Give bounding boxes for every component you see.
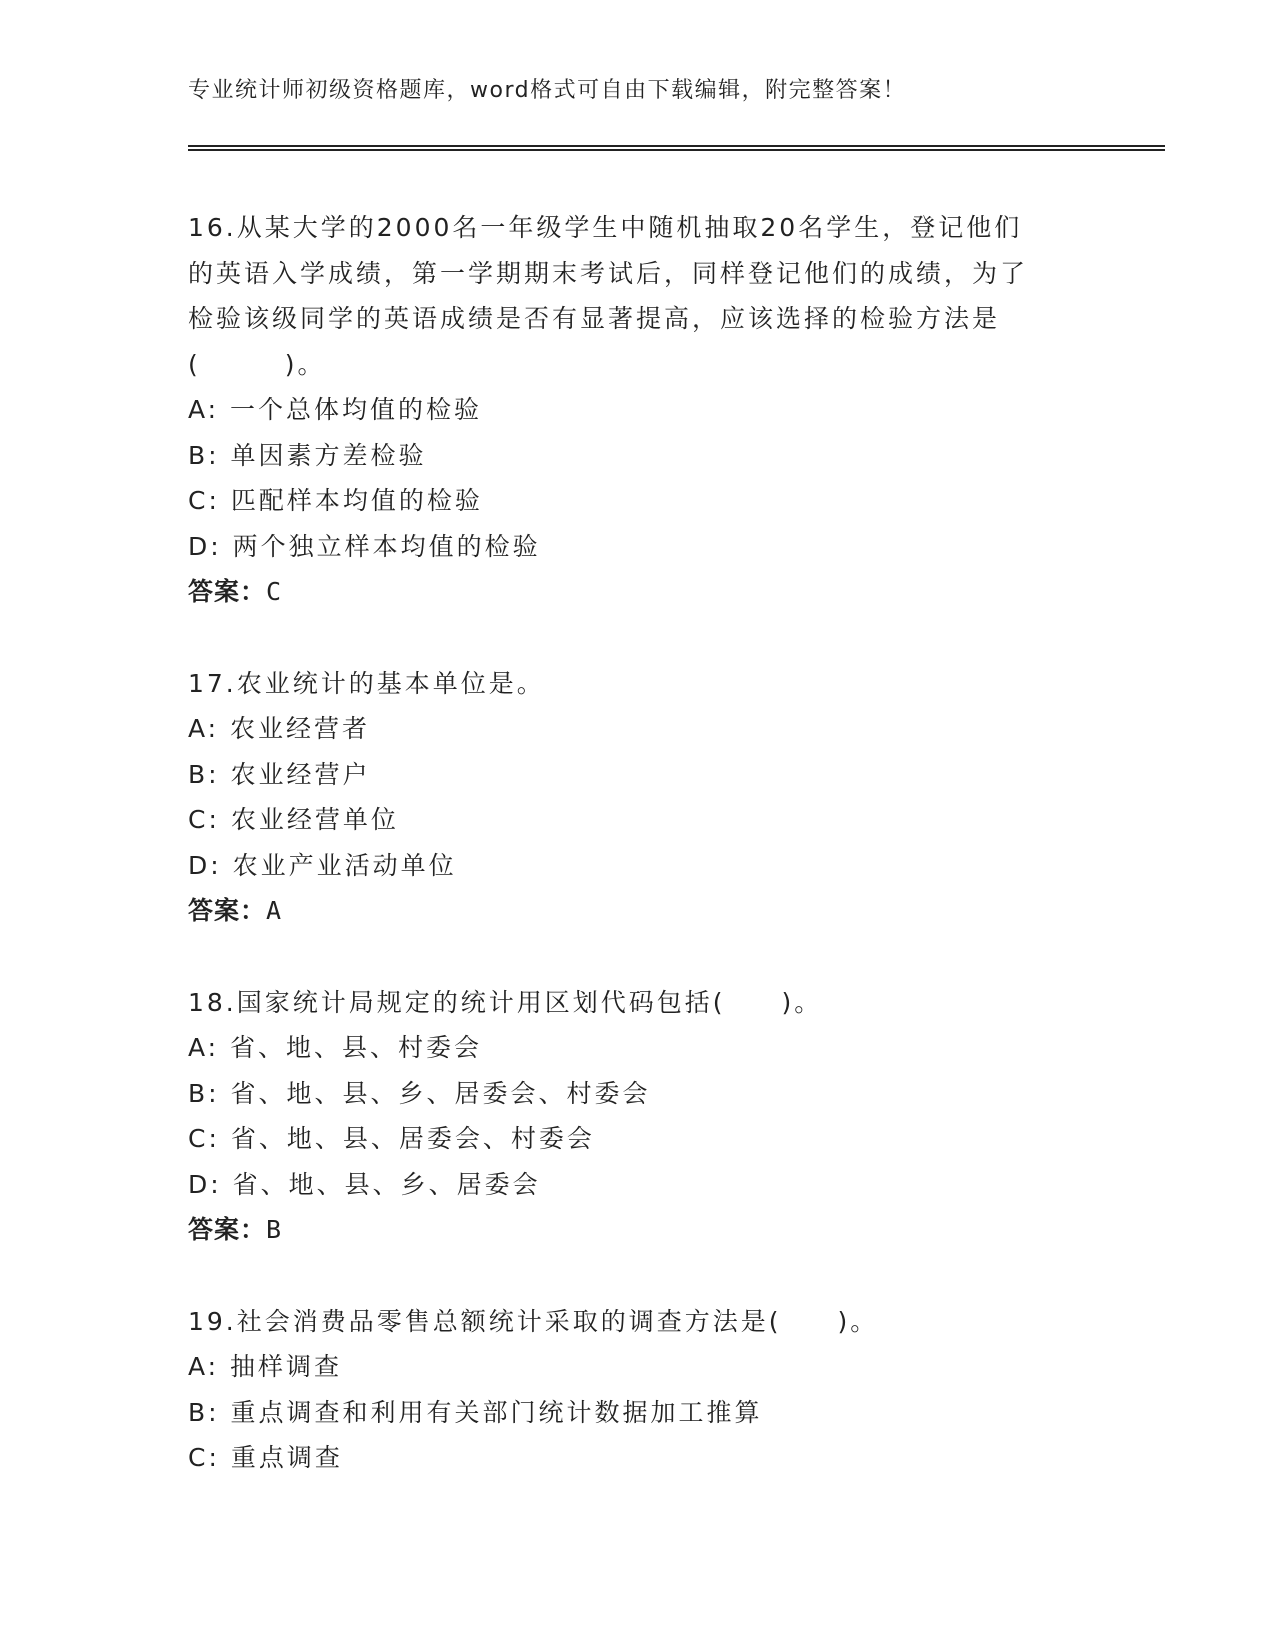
option-c: C: 重点调查 bbox=[188, 1443, 343, 1472]
answer-line bbox=[188, 569, 1088, 615]
question-stem-tail: ( )。 bbox=[188, 349, 326, 379]
option-a: A: 农业经营者 bbox=[188, 714, 371, 743]
answer-line bbox=[188, 1207, 1088, 1253]
question-17 bbox=[188, 661, 1088, 934]
question-stem: 19.社会消费品零售总额统计采取的调查方法是( )。 bbox=[188, 1306, 879, 1336]
option-a: A: 省、地、县、村委会 bbox=[188, 1033, 483, 1062]
option-c: C: 省、地、县、居委会、村委会 bbox=[188, 1124, 595, 1153]
option-b: B: 农业经营户 bbox=[188, 759, 371, 789]
option-d: D: 省、地、县、乡、居委会 bbox=[188, 1169, 541, 1199]
question-16 bbox=[188, 205, 1088, 615]
question-list bbox=[188, 205, 1088, 1527]
answer-label: 答案： bbox=[188, 1215, 267, 1244]
option-c: C: 农业经营单位 bbox=[188, 805, 399, 834]
question-stem: 17.农业统计的基本单位是。 bbox=[188, 668, 545, 698]
option-b: B: 单因素方差检验 bbox=[188, 440, 427, 470]
answer-value: C bbox=[266, 577, 283, 606]
option-a: A: 抽样调查 bbox=[188, 1352, 343, 1381]
option-d: D: 农业产业活动单位 bbox=[188, 850, 457, 880]
question-19 bbox=[188, 1299, 1088, 1481]
answer-line bbox=[188, 888, 1088, 934]
answer-value: B bbox=[266, 1215, 283, 1244]
question-stem: 18.国家统计局规定的统计用区划代码包括( )。 bbox=[188, 987, 823, 1017]
option-d: D: 两个独立样本均值的检验 bbox=[188, 531, 541, 561]
option-a: A: 一个总体均值的检验 bbox=[188, 395, 483, 424]
question-stem: 16.从某大学的2000名一年级学生中随机抽取20名学生，登记他们的英语入学成绩，第一学期期末考试后，同样登记他们的成绩，为了检验该级同学的英语成绩是否有显著提高，应该选择的检验方法是 bbox=[188, 213, 1029, 333]
header-divider bbox=[188, 145, 1165, 151]
answer-label: 答案： bbox=[188, 896, 267, 925]
page-header: 专业统计师初级资格题库，word格式可自由下载编辑，附完整答案！ bbox=[188, 78, 907, 103]
option-b: B: 重点调查和利用有关部门统计数据加工推算 bbox=[188, 1397, 763, 1427]
answer-label: 答案： bbox=[188, 577, 267, 606]
option-b: B: 省、地、县、乡、居委会、村委会 bbox=[188, 1078, 651, 1108]
answer-value: A bbox=[266, 896, 283, 925]
question-18 bbox=[188, 980, 1088, 1253]
option-c: C: 匹配样本均值的检验 bbox=[188, 486, 483, 515]
